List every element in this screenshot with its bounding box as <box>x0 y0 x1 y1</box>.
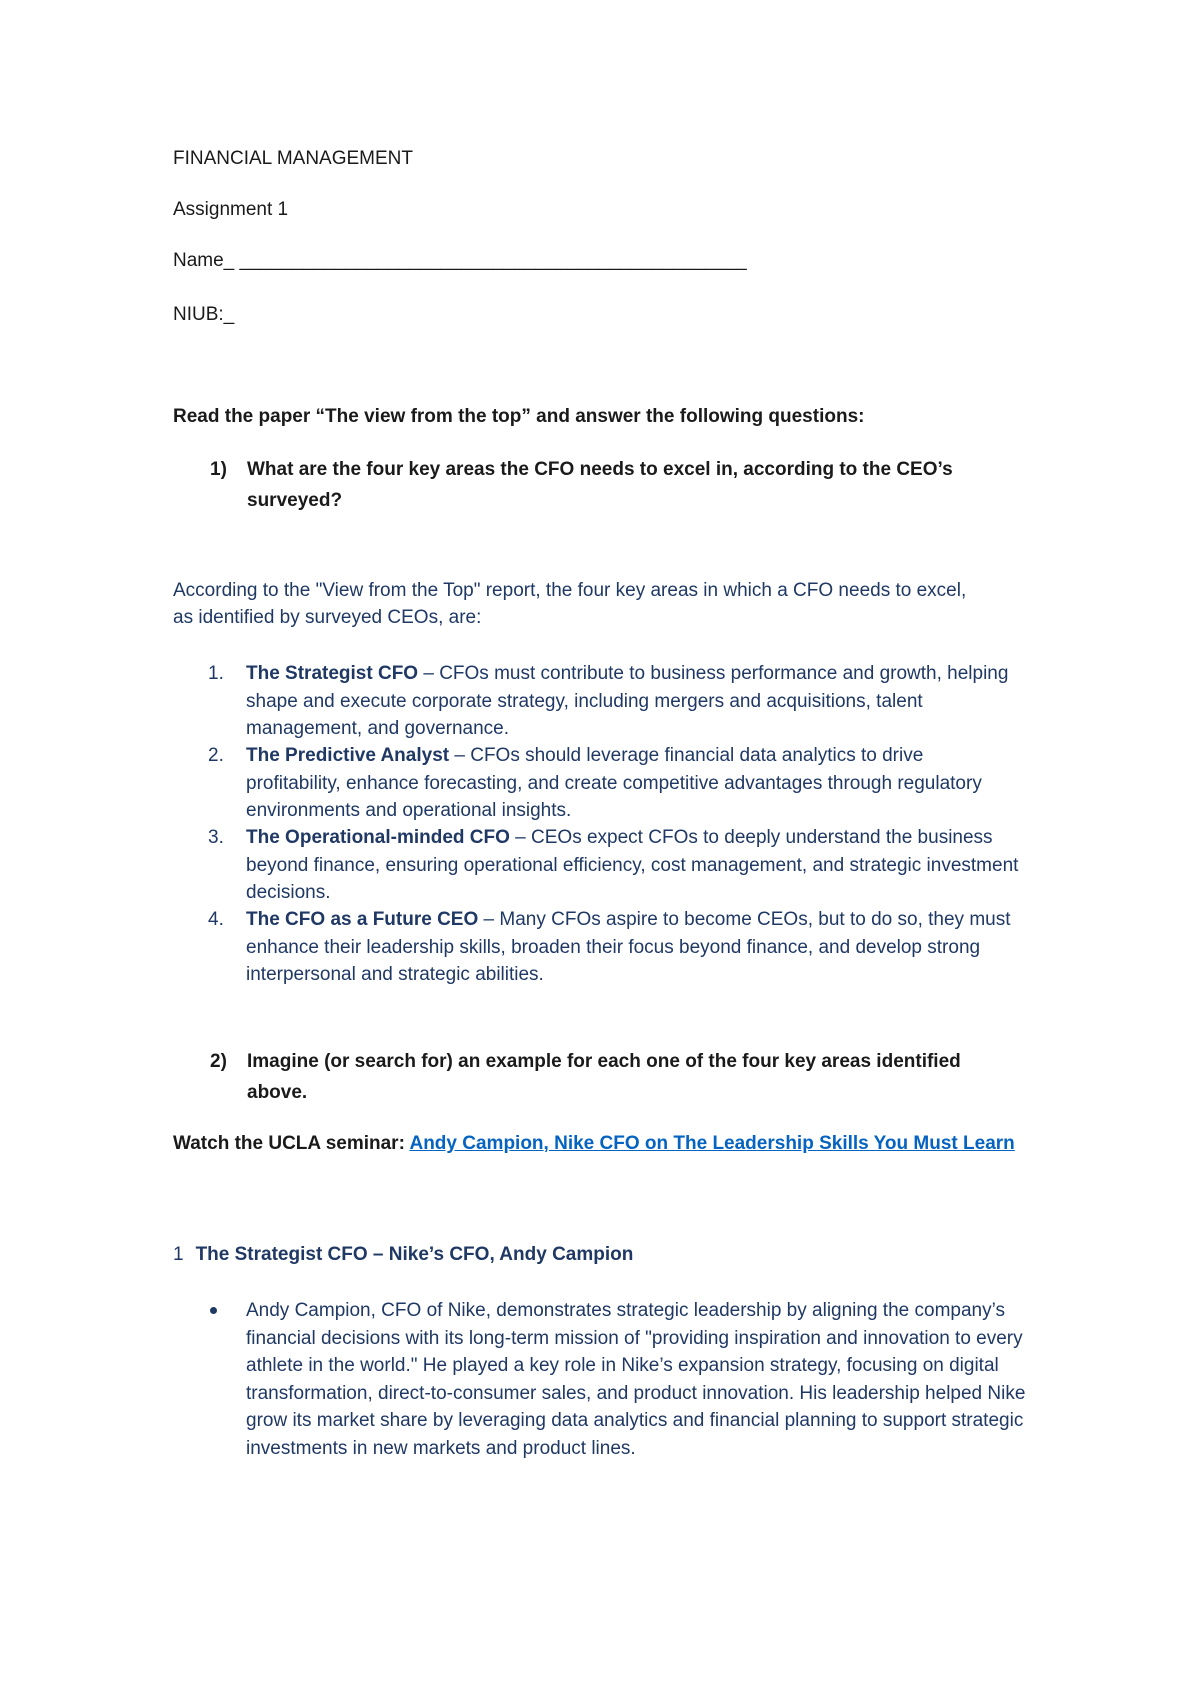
question-2-line2: above. <box>247 1082 308 1103</box>
list-item-text <box>246 660 1036 743</box>
list-item-number: 2. <box>208 745 224 766</box>
list-item-number: 3. <box>208 827 224 848</box>
list-item-text <box>246 824 1036 907</box>
instructions: Read the paper “The view from the top” and answer the following questions: <box>173 406 865 427</box>
list-item-number: 1. <box>208 663 224 684</box>
section-1-heading <box>173 1242 633 1268</box>
niub-field-label: NIUB:_ <box>173 304 235 325</box>
assignment-title: Assignment 1 <box>173 199 289 220</box>
seminar-label: Watch the UCLA seminar: <box>173 1133 410 1154</box>
list-item-description: – CEOs expect CFOs to deeply understand the business beyond finance, ensuring operational efficiency, cost management, and strategic investment decisions. <box>246 827 1019 903</box>
list-item-number: 4. <box>208 909 224 930</box>
course-title: FINANCIAL MANAGEMENT <box>173 148 413 169</box>
seminar-video-link[interactable]: Andy Campion, Nike CFO on The Leadership Skills You Must Learn <box>409 1133 1015 1154</box>
list-item-title: The Predictive Analyst <box>246 745 450 766</box>
question-2-number: 2) <box>210 1051 227 1072</box>
question-1-line2: surveyed? <box>247 490 343 511</box>
question-2-line1: Imagine (or search for) an example for each one of the four key areas identified <box>247 1051 961 1072</box>
question-1-line1: What are the four key areas the CFO needs to excel in, according to the CEO’s <box>247 459 953 480</box>
answer-1-intro-line2: as identified by surveyed CEOs, are: <box>173 607 482 628</box>
list-item-description: – CFOs should leverage financial data analytics to drive profitability, enhance forecasting, and create competitive advantages through regulatory environments and operational insights. <box>246 745 982 821</box>
list-item-title: The Strategist CFO <box>246 663 419 684</box>
answer-1-intro-line1: According to the "View from the Top" report, the four key areas in which a CFO needs to excel, <box>173 580 967 601</box>
bullet-icon <box>210 1307 217 1314</box>
list-item-description: – CFOs must contribute to business performance and growth, helping shape and execute corporate strategy, including mergers and acquisitions, talent management, and governance. <box>246 663 1009 739</box>
section-number: 1 <box>173 1244 184 1265</box>
list-item-title: The Operational-minded CFO <box>246 827 510 848</box>
list-item-description: – Many CFOs aspire to become CEOs, but to do so, they must enhance their leadership skills, broaden their focus beyond finance, and develop strong interpersonal and strategic abilities. <box>246 909 1011 985</box>
list-item-title: The CFO as a Future CEO <box>246 909 479 930</box>
bullet-text: Andy Campion, CFO of Nike, demonstrates strategic leadership by aligning the company’s financial decisions with its long-term mission of "providing inspiration and innovation to every athlete in the world." He played a key role in Nike’s expansion strategy, focusing on digital transformation, direct-to-consumer sales, and product innovation. His leadership helped Nike grow its market share by leveraging data analytics and financial planning to support strategic investments in new markets and product lines. <box>246 1300 1026 1459</box>
name-field-label: Name_ ________________________________________________ <box>173 250 747 271</box>
seminar-line <box>173 1131 1015 1157</box>
list-item-text <box>246 906 1046 989</box>
section-title: The Strategist CFO – Nike’s CFO, Andy Campion <box>195 1244 634 1265</box>
question-1-number: 1) <box>210 459 227 480</box>
list-item-text <box>246 742 1006 825</box>
